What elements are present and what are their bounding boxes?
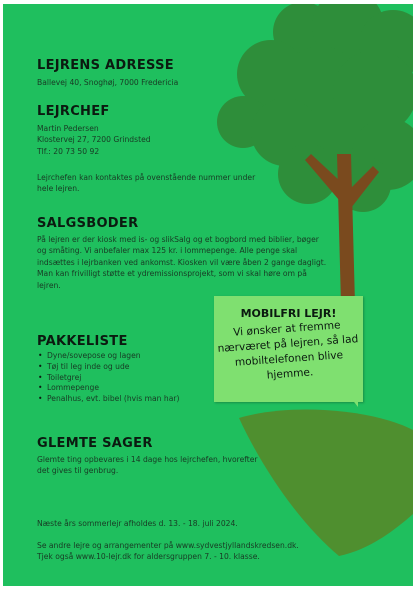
footer-next-camp (37, 518, 337, 529)
callout-title: MOBILFRI LEJR! (240, 307, 337, 320)
lejrchef-heading: LEJRCHEF (37, 104, 110, 119)
list-item: • Tøj til leg inde og ude (47, 362, 287, 373)
list-item: • Toiletgrej (47, 373, 287, 384)
lejrchef-note-block (37, 172, 337, 195)
callout-body: Vi ønsker at fremme nærværet på lejren, så lad mobiltelefonen blive hjemme. (217, 319, 359, 382)
lejrchef-name: Martin Pedersen (37, 124, 99, 133)
section-lejrchef (37, 104, 337, 157)
salgsboder-text-2: Man kan frivilligt støtte et ydremissionsprojekt, som vi skal høre om på lejren. (37, 269, 307, 290)
salgsboder-heading: SALGSBODER (37, 216, 139, 231)
section-glemte-sager (37, 436, 337, 477)
adresse-heading: LEJRENS ADRESSE (37, 58, 174, 73)
list-item: • Lommepenge (47, 383, 287, 394)
footer-line-1: Se andre lejre og arrangementer på www.sydvestjyllandskredsen.dk. (37, 541, 299, 550)
adresse-text: Ballevej 40, Snoghøj, 7000 Fredericia (37, 78, 179, 87)
section-adresse (37, 58, 337, 88)
footer-line-2: Tjek også www.10-lejr.dk for aldersgruppen 7. - 10. klasse. (37, 552, 260, 562)
lejrchef-note: Lejrchefen kan kontaktes på ovenstående nummer under hele lejren. (37, 173, 256, 194)
footer-links (37, 540, 367, 563)
camp-info-page (3, 4, 413, 586)
lejrchef-address: Klostervej 27, 7200 Grindsted (37, 135, 151, 145)
leaf-illustration (239, 409, 413, 556)
next-camp-text: Næste års sommerlejr afholdes d. 13. - 18. juli 2024. (37, 519, 238, 528)
pakkeliste-heading: PAKKELISTE (37, 334, 128, 349)
glemte-heading: GLEMTE SAGER (37, 436, 153, 451)
mobilfri-callout (214, 296, 363, 402)
list-item: • Penalhus, evt. bibel (hvis man har) (47, 394, 287, 405)
lejrchef-phone: Tlf.: 20 73 50 92 (37, 146, 100, 156)
salgsboder-text: På lejren er der kiosk med is- og slikSalg og et bogbord med biblier, bøger og småting. Vi anbefaler max 125 kr. i lommepenge. Alle penge skal indsættes i lejrbanken ved ankomst. Kiosken vil være åben 2 gange dagligt. (37, 235, 327, 267)
list-item: • Dyne/sovepose og lagen (47, 351, 287, 362)
glemte-text: Glemte ting opbevares i 14 dage hos lejrchefen, hvorefter det gives til genbrug. (37, 455, 258, 476)
tree-illustration (3, 4, 413, 586)
callout-tail (351, 398, 358, 407)
section-salgsboder (37, 216, 327, 291)
